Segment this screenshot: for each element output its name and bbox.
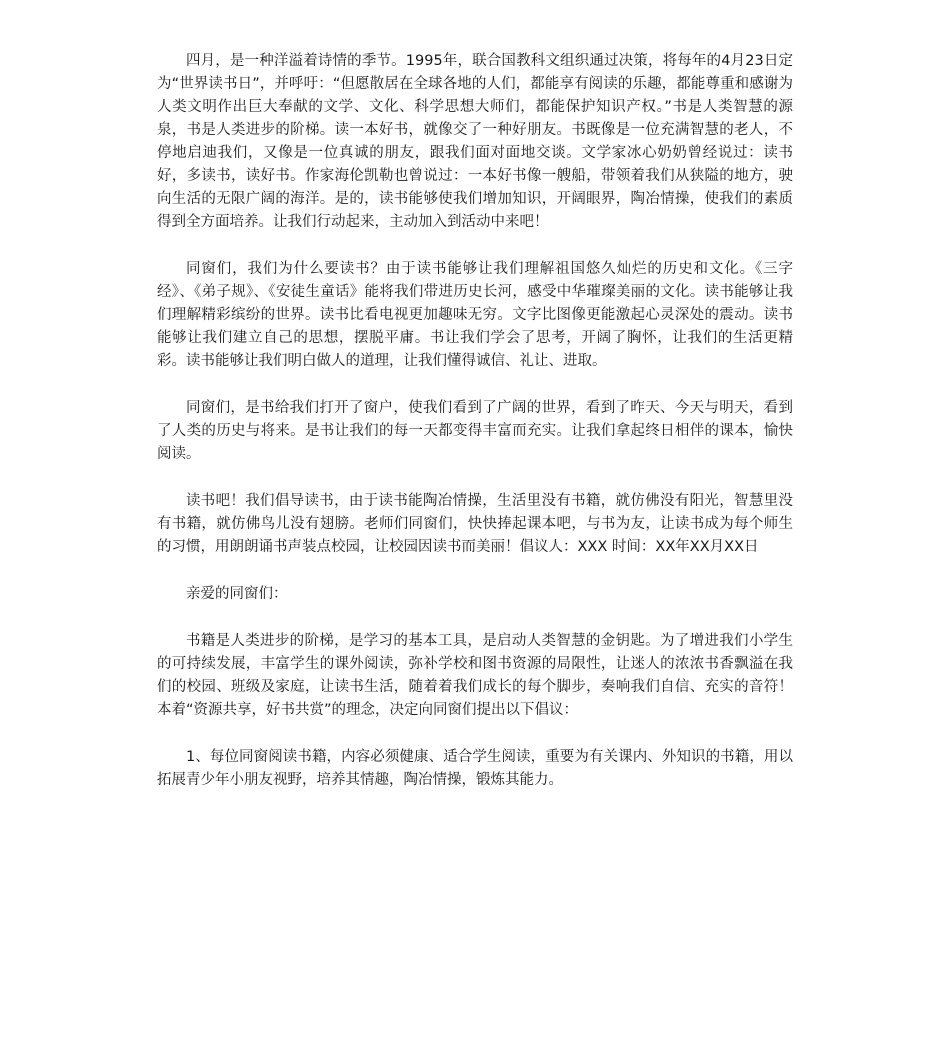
paragraph-salutation: 亲爱的同窗们：: [186, 586, 288, 602]
paragraph-books-open-windows: 同窗们，是书给我们打开了窗户，使我们看到了广阔的世界，看到了昨天、今天与明天，看到了人类的历史与将来。是书让我们的每一天都变得丰富而充实。让我们拿起终日相伴的课本，愉快阅读。: [157, 400, 793, 462]
document-body: [157, 50, 793, 816]
paragraph-proposal-item-1: 1、每位同窗阅读书籍，内容必须健康、适合学生阅读，重要为有关课内、外知识的书籍，用以拓展青少年小朋友视野，培养其情趣，陶冶情操，锻炼其能力。: [157, 749, 793, 788]
paragraph-world-book-day: 四月，是一种洋溢着诗情的季节。1995年，联合国教科文组织通过决策，将每年的4月23日定为“世界读书日”，并呼吁：“但愿散居在全球各地的人们，都能享有阅读的乐趣，都能尊重和感谢为人类文明作出巨大奉献的文学、文化、科学思想大师们，都能保护知识产权。”书是人类智慧的源泉，书是人类进步的阶梯。读一本好书，就像交了一种好朋友。书既像是一位充满智慧的老人，不停地启迪我们，又像是一位真诚的朋友，跟我们面对面地交谈。文学家冰心奶奶曾经说过：读书好，多读书，读好书。作家海伦凯勒也曾说过：一本好书像一艘船，带领着我们从狭隘的地方，驶向生活的无限广阔的海洋。是的，读书能够使我们增加知识，开阔眼界，陶冶情操，使我们的素质得到全方面培养。让我们行动起来，主动加入到活动中来吧！: [157, 53, 793, 230]
paragraph-why-read: 同窗们，我们为什么要读书？由于读书能够让我们理解祖国悠久灿烂的历史和文化。《三字经》、《弟子规》、《安徒生童话》能将我们带进历史长河，感受中华璀璨美丽的文化。读书能够让我们理解精彩缤纷的世界。读书比看电视更加趣味无穷。文字比图像更能激起心灵深处的震动。读书能够让我们建立自己的思想，摆脱平庸。书让我们学会了思考，开阔了胸怀，让我们的生活更精彩。读书能够让我们明白做人的道理，让我们懂得诚信、礼让、进取。: [157, 261, 793, 369]
paragraph-proposal-intro: 书籍是人类进步的阶梯，是学习的基本工具，是启动人类智慧的金钥匙。为了增进我们小学生的可持续发展，丰富学生的课外阅读，弥补学校和图书资源的局限性，让迷人的浓浓书香飘溢在我们的校园、班级及家庭，让读书生活，随着着我们成长的每个脚步，奏响我们自信、充实的音符！本着“资源共享，好书共赏”的理念，决定向同窗们提出以下倡议：: [157, 633, 793, 718]
paragraph-reading-initiative: 读书吧！我们倡导读书，由于读书能陶冶情操，生活里没有书籍，就仿佛没有阳光，智慧里没有书籍，就仿佛鸟儿没有翅膀。老师们同窗们，快快捧起课本吧，与书为友，让读书成为每个师生的习惯，用朗朗诵书声装点校园，让校园因读书而美丽！倡议人：XXX 时间：XX年XX月XX日: [157, 493, 793, 555]
